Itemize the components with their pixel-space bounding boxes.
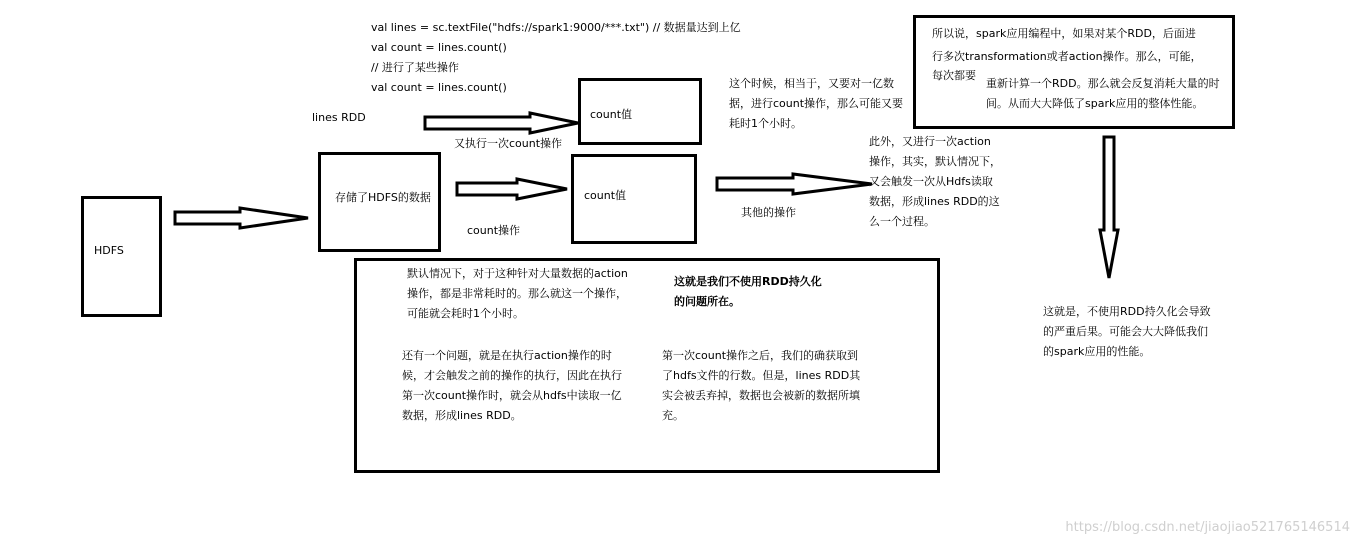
count-op-label: count操作 — [467, 224, 521, 237]
explanation-default: 默认情况下，对于这种针对大量数据的action操作，都是非常耗时的。那么就这一个操作，可能就会耗时1个小时。 — [407, 267, 628, 320]
lines-rdd-label: lines RDD — [312, 111, 366, 124]
count-value-top-label: count值 — [590, 108, 633, 121]
time-note: 这个时候，相当于，又要对一亿数据，进行count操作，那么可能又要耗时1个小时。 — [729, 77, 904, 130]
rdd-data-label: 存储了HDFS的数据 — [335, 191, 431, 204]
code-line-comment: // 进行了某些操作 — [371, 61, 459, 74]
hdfs-label: HDFS — [94, 244, 124, 257]
arrow-to-count-top — [425, 113, 578, 133]
code-line-count-2: val count = lines.count() — [371, 81, 507, 94]
arrow-rdd-to-count-mid — [457, 179, 567, 199]
summary-line-2: 行多次transformation或者action操作。那么，可能， — [932, 50, 1202, 63]
code-line-textfile: val lines = sc.textFile("hdfs://spark1:9000/***.txt") // 数据量达到上亿 — [371, 21, 741, 34]
summary-line-3: 每次都要 — [932, 69, 976, 82]
explanation-discard: 第一次count操作之后，我们的确获取到了hdfs文件的行数。但是，lines RDD其实会被丢弃掉，数据也会被新的数据所填充。 — [662, 349, 861, 422]
other-op-label: 其他的操作 — [741, 206, 796, 219]
summary-line-4: 重新计算一个RDD。那么就会反复消耗大量的时 — [986, 77, 1220, 90]
summary-line-5: 间。从而大大降低了spark应用的整体性能。 — [986, 97, 1204, 110]
arrow-other-op — [717, 174, 872, 194]
watermark: https://blog.csdn.net/jiaojiao521765146514 — [1065, 520, 1350, 535]
consequence-note: 这就是，不使用RDD持久化会导致的严重后果。可能会大大降低我们的spark应用的性能。 — [1043, 305, 1211, 358]
explanation-trigger: 还有一个问题，就是在执行action操作的时候，才会触发之前的操作的执行，因此在执行第一次count操作时，就会从hdfs中读取一亿数据，形成lines RDD。 — [402, 349, 622, 422]
explanation-problem-title: 这就是我们不使用RDD持久化的问题所在。 — [674, 275, 822, 308]
action-note: 此外，又进行一次action操作，其实，默认情况下，又会触发一次从Hdfs读取数据，形成lines RDD的这么一个过程。 — [869, 135, 1001, 228]
summary-line-1: 所以说，spark应用编程中，如果对某个RDD，后面进 — [932, 27, 1196, 40]
count-value-mid-label: count值 — [584, 189, 627, 202]
exec-count-again-label: 又执行一次count操作 — [454, 137, 563, 150]
arrow-down-summary — [1100, 137, 1118, 278]
code-line-count-1: val count = lines.count() — [371, 41, 507, 54]
arrow-hdfs-to-rdd — [175, 208, 308, 228]
